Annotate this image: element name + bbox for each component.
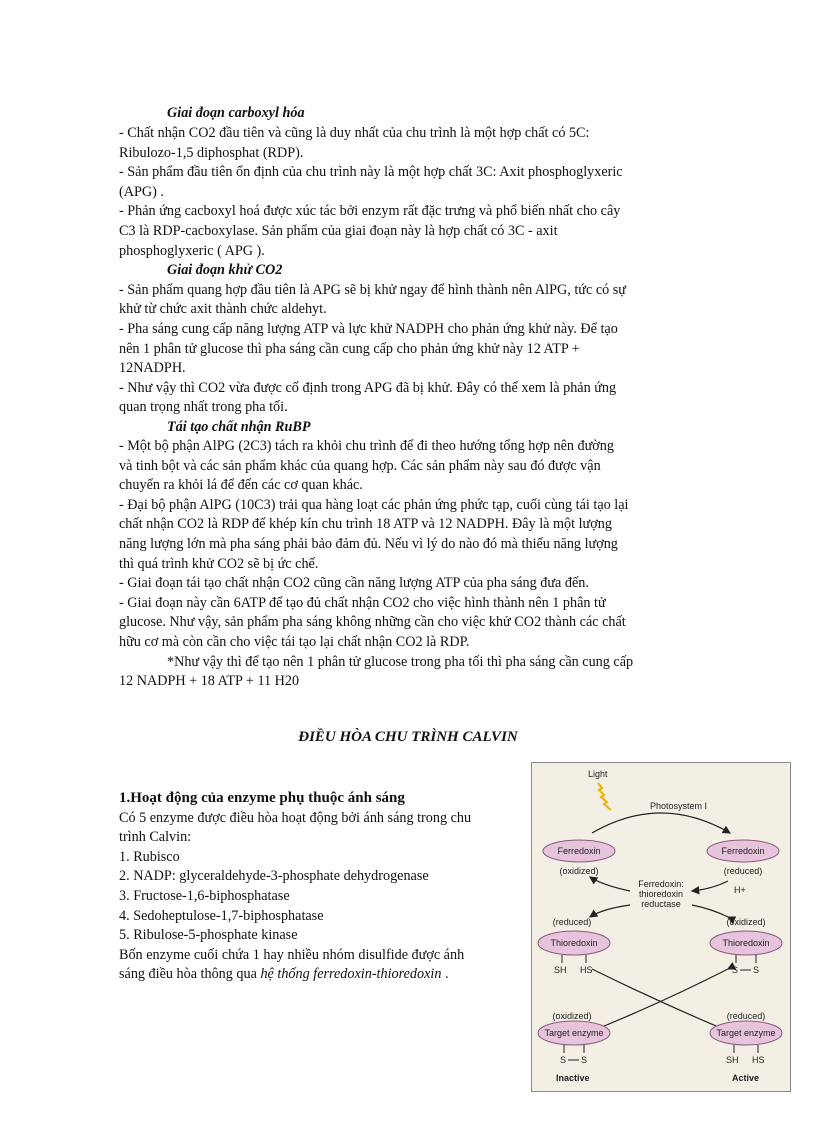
text-line: - Chất nhận CO2 đầu tiên và cũng là duy nhất của chu trình là một hợp chất có 5C: [119, 125, 590, 141]
text-line: - Giai đoạn này cần 6ATP để tạo đủ chất nhận CO2 cho việc hình thành nên 1 phân tử [119, 595, 606, 611]
target-enzyme-right-label: Target enzyme [716, 1028, 776, 1038]
ferredoxin-thioredoxin-diagram [531, 762, 791, 1092]
inactive-label: Inactive [556, 1073, 590, 1083]
list-item: 1. Rubisco [119, 848, 180, 865]
thioredoxin-right-label: Thioredoxin [722, 938, 770, 948]
sh-label: SH [726, 1055, 739, 1065]
target-enzyme-left-label: Target enzyme [544, 1028, 604, 1038]
hs-label: HS [580, 965, 593, 975]
text-line: - Giai đoạn tái tạo chất nhận CO2 cũng cần năng lượng ATP của pha sáng đưa đến. [119, 575, 589, 591]
text-line: - Một bộ phận AlPG (2C3) tách ra khỏi chu trình để đi theo hướng tổng hợp nên đường [119, 438, 614, 454]
text-fragment: sáng điều hòa thông qua [119, 966, 261, 983]
reductase-label-1: Ferredoxin: [638, 879, 684, 889]
active-label: Active [732, 1073, 760, 1083]
page-title: ĐIỀU HÒA CHU TRÌNH CALVIN [298, 729, 518, 745]
light-label: Light [588, 769, 608, 779]
ferredoxin-right-label: Ferredoxin [721, 846, 765, 856]
text-line: C3 là RDP-cacboxylase. Sản phẩm của giai đoạn này là hợp chất có 3C - axit [119, 223, 558, 239]
text-line: nên 1 phân tử glucose thì pha sáng cần cung cấp cho phản ứng khử này 12 ATP + [119, 341, 580, 357]
section-heading: Giai đoạn carboxyl hóa [167, 105, 305, 121]
reduced-label: (reduced) [726, 1011, 766, 1021]
text-fragment: . [441, 966, 449, 983]
list-item: 5. Ribulose-5-phosphate kinase [119, 927, 298, 944]
arrow-right-lower [692, 905, 728, 917]
section-heading: Giai đoạn khử CO2 [167, 262, 283, 278]
text-line: *Như vậy thì để tạo nên 1 phân tử glucose trong pha tối thì pha sáng cần cung cấp [167, 654, 634, 670]
list-item: 2. NADP: glyceraldehyde-3-phosphate dehydrogenase [119, 868, 429, 885]
text-line: phosphoglyxeric ( APG ). [119, 243, 265, 259]
arrow-center-cross-1 [592, 969, 728, 1031]
arrow-top [592, 813, 730, 833]
oxidized-label: (oxidized) [726, 917, 766, 927]
s-label: S [753, 965, 760, 975]
text-line: - Phản ứng cacboxyl hoá được xúc tác bởi enzym rất đặc trưng và phổ biến nhất cho cây [119, 203, 621, 219]
text-line: thì quá trình khử CO2 sẽ bị ức chế. [119, 556, 319, 572]
oxidized-label: (oxidized) [559, 866, 599, 876]
text-line: - Như vậy thì CO2 vừa được cố định trong APG đã bị khử. Đây có thể xem là phản ứng [119, 380, 617, 396]
photosystem-label: Photosystem I [650, 801, 708, 811]
text-line [119, 965, 519, 985]
sh-label: SH [554, 965, 567, 975]
reductase-label-2: thioredoxin [638, 889, 684, 899]
text-line: 12NADPH. [119, 360, 186, 376]
section-heading: Tái tạo chất nhận RuBP [167, 419, 311, 435]
text-line: glucose. Như vậy, sản phẩm pha sáng không những cần cho việc khử CO2 thành các chất [119, 614, 626, 630]
list-item: 4. Sedoheptulose-1,7-biphosphatase [119, 907, 324, 924]
reduced-label: (reduced) [723, 866, 763, 876]
light-ray-icon [598, 783, 611, 810]
text-line: chất nhận CO2 là RDP để khép kín chu trình 18 ATP và 12 NADPH. Đây là một lượng [119, 516, 612, 532]
text-line: chuyển ra khỏi lá để đến các cơ quan khác. [119, 477, 363, 493]
text-line: và tinh bột và các sản phẩm khác của quang hợp. Các sản phẩm này sau đó được vận [119, 458, 601, 474]
reductase-label-3: reductase [641, 899, 681, 909]
text-line: 12 NADPH + 18 ATP + 11 H20 [119, 673, 300, 689]
text-line: Bốn enzyme cuối chứa 1 hay nhiều nhóm disulfide được ánh [119, 946, 465, 963]
text-line: Ribulozo-1,5 diphosphat (RDP). [119, 145, 304, 161]
text-line: hữu cơ mà còn cần cho việc tái tạo lại chất nhận CO2 là RDP. [119, 634, 470, 650]
text-line: - Sản phẩm quang hợp đầu tiên là APG sẽ bị khử ngay để hình thành nên AlPG, tức có sự [119, 282, 626, 298]
text-line: - Sản phẩm đầu tiên ổn định của chu trình này là một hợp chất 3C: Axit phosphoglyxeric [119, 164, 623, 180]
thioredoxin-left-label: Thioredoxin [550, 938, 598, 948]
text-line: trình Calvin: [119, 829, 192, 846]
text-line: (APG) . [119, 184, 164, 200]
s-label: S [560, 1055, 567, 1065]
arrow-left-upper [590, 877, 630, 891]
subsection-light-regulation [119, 789, 519, 985]
emphasis-text: hệ thống ferredoxin-thioredoxin [260, 966, 442, 983]
subsection-heading: 1.Hoạt động của enzyme phụ thuộc ánh sáng [119, 790, 405, 806]
text-line: Có 5 enzyme được điều hòa hoạt động bởi ánh sáng trong chu [119, 809, 472, 826]
text-line: khử từ chức axit thành chức aldehyt. [119, 301, 327, 317]
h-plus-label: H+ [734, 885, 746, 895]
oxidized-label: (oxidized) [552, 1011, 592, 1021]
arrow-left-lower [590, 905, 630, 917]
list-item: 3. Fructose-1,6-biphosphatase [119, 887, 290, 904]
reduced-label: (reduced) [552, 917, 592, 927]
hs-label: HS [752, 1055, 765, 1065]
arrow-right-upper [692, 881, 728, 891]
text-line: - Pha sáng cung cấp năng lượng ATP và lực khử NADPH cho phản ứng khử này. Để tạo [119, 321, 618, 337]
text-line: quan trọng nhất trong pha tối. [119, 399, 288, 415]
s-label: S [581, 1055, 588, 1065]
s-label: S [732, 965, 739, 975]
text-line: năng lượng lớn mà pha sáng phải bảo đảm đủ. Nếu vì lý do nào đó mà thiếu năng lượng [119, 536, 618, 552]
ferredoxin-left-label: Ferredoxin [557, 846, 601, 856]
text-line: - Đại bộ phận AlPG (10C3) trải qua hàng loạt các phản ứng phức tạp, cuối cùng tái tạo lại [119, 497, 629, 513]
